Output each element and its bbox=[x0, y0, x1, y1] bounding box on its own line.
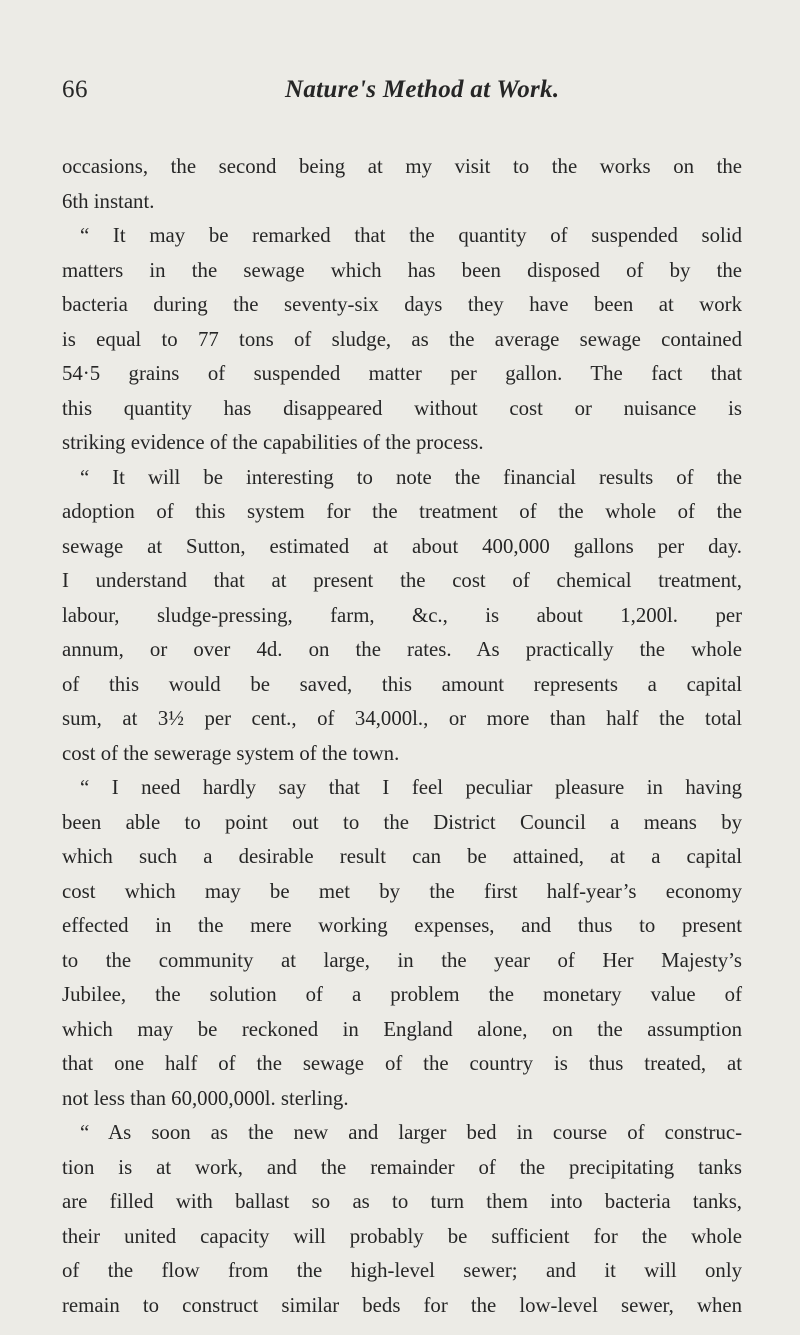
paragraph bbox=[62, 771, 742, 1116]
page-number: 66 bbox=[62, 76, 88, 103]
text-line: of the flow from the high-level sewer; and it will only bbox=[62, 1259, 742, 1282]
text-line: effected in the mere working expenses, and thus to present bbox=[62, 914, 742, 937]
text-line: of this would be saved, this amount represents a capital bbox=[62, 672, 742, 696]
text-line: “ I need hardly say that I feel peculiar pleasure in having bbox=[80, 776, 742, 799]
text-line: 54·5 grains of suspended matter per gallon. The fact that bbox=[62, 362, 742, 385]
body-text bbox=[62, 150, 742, 1323]
text-line: that one half of the sewage of the country is thus treated, at bbox=[62, 1052, 742, 1075]
text-line: which may be reckoned in England alone, on the assumption bbox=[62, 1017, 742, 1041]
text-line: are filled with ballast so as to turn them into bacteria tanks, bbox=[62, 1190, 742, 1213]
text-line: occasions, the second being at my visit to the works on the bbox=[62, 155, 742, 178]
page-header bbox=[62, 76, 742, 116]
text-line: matters in the sewage which has been disposed of by the bbox=[62, 258, 742, 282]
paragraph bbox=[62, 150, 742, 219]
text-line: been able to point out to the District Council a means by bbox=[62, 810, 742, 834]
text-line: “ As soon as the new and larger bed in course of construc- bbox=[80, 1121, 742, 1144]
text-line: sum, at 3½ per cent., of 34,000l., or more than half the total bbox=[62, 707, 742, 730]
text-line: annum, or over 4d. on the rates. As practically the whole bbox=[62, 638, 742, 661]
text-line: labour, sludge-pressing, farm, &c., is about 1,200l. per bbox=[62, 603, 742, 627]
text-line: “ It may be remarked that the quantity of suspended solid bbox=[80, 224, 742, 247]
text-line: sewage at Sutton, estimated at about 400,000 gallons per day. bbox=[62, 534, 742, 558]
text-line: Jubilee, the solution of a problem the monetary value of bbox=[62, 983, 742, 1006]
running-title: Nature's Method at Work. bbox=[285, 76, 560, 103]
text-line: cost which may be met by the first half-year’s economy bbox=[62, 879, 742, 903]
text-line: their united capacity will probably be sufficient for the whole bbox=[62, 1224, 742, 1248]
text-line: “ It will be interesting to note the financial results of the bbox=[80, 465, 742, 489]
text-line: 6th instant. bbox=[62, 189, 155, 213]
paragraph bbox=[62, 219, 742, 461]
text-line: is equal to 77 tons of sludge, as the average sewage contained bbox=[62, 327, 742, 351]
text-line: to the community at large, in the year of Her Majesty’s bbox=[62, 948, 742, 972]
text-line: this quantity has disappeared without cost or nuisance is bbox=[62, 396, 742, 420]
text-line: not less than 60,000,000l. sterling. bbox=[62, 1086, 349, 1110]
text-line: striking evidence of the capabilities of the process. bbox=[62, 431, 484, 454]
text-line: which such a desirable result can be attained, at a capital bbox=[62, 845, 742, 868]
text-line: cost of the sewerage system of the town. bbox=[62, 741, 400, 765]
text-line: tion is at work, and the remainder of the precipitating tanks bbox=[62, 1155, 742, 1179]
paragraph bbox=[62, 1116, 742, 1323]
text-line: bacteria during the seventy-six days they have been at work bbox=[62, 293, 742, 316]
text-line: I understand that at present the cost of chemical treatment, bbox=[62, 569, 742, 592]
paragraph bbox=[62, 461, 742, 772]
text-line: adoption of this system for the treatment of the whole of the bbox=[62, 500, 742, 523]
text-line: remain to construct similar beds for the low-level sewer, when bbox=[62, 1293, 742, 1317]
